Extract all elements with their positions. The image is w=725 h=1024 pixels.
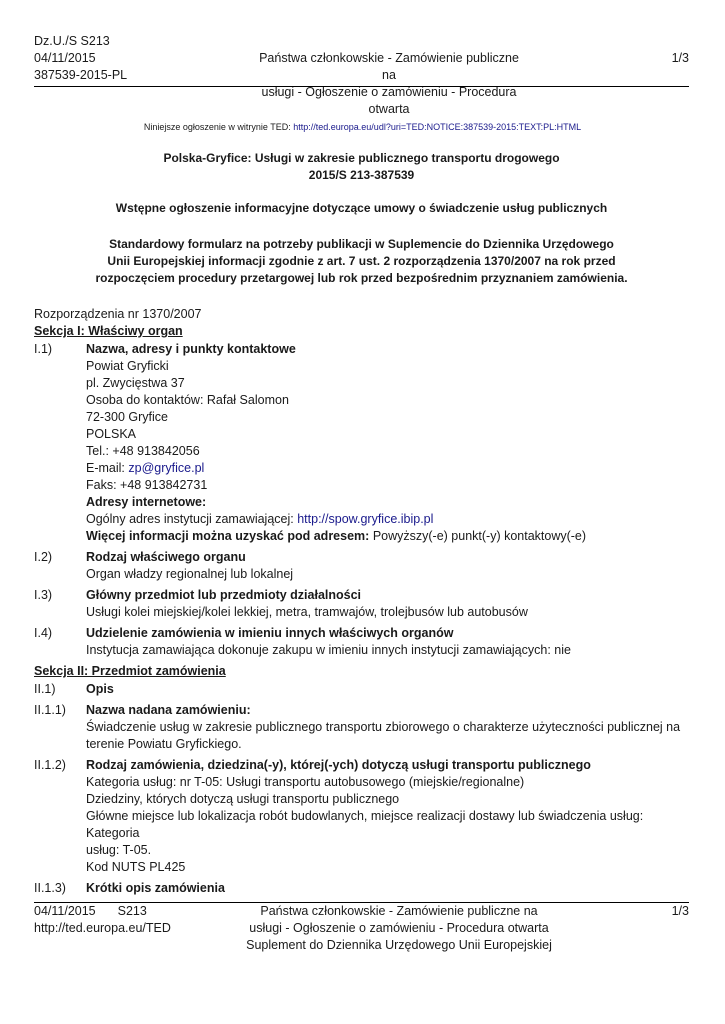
org-name: Powiat Gryficki — [86, 359, 169, 373]
form-description — [34, 236, 689, 287]
email-link[interactable]: zp@gryfice.pl — [128, 461, 205, 475]
footer-center-line1: Państwa członkowskie - Zamówienie publiczne na — [260, 904, 538, 918]
item-text: Instytucja zamawiająca dokonuje zakupu w imieniu innych instytucji zamawiających: nie — [86, 643, 571, 657]
main-content — [34, 306, 694, 897]
internet-addresses-heading: Adresy internetowe: — [86, 495, 207, 509]
more-info-row — [86, 528, 694, 545]
org-city: 72-300 Gryfice — [86, 410, 168, 424]
item-heading: Nazwa nadana zamówieniu: — [86, 703, 251, 717]
item-heading: Udzielenie zamówienia w imieniu innych właściwych organów — [86, 626, 454, 640]
header-center-line2: usługi - Ogłoszenie o zamówieniu - Procedura otwarta — [261, 85, 517, 116]
item-number: II.1.1) — [34, 703, 66, 717]
footer-center — [234, 903, 564, 954]
footer-page-number: 1/3 — [671, 904, 689, 918]
org-country: POLSKA — [86, 427, 137, 441]
footer-url: http://ted.europa.eu/TED — [34, 921, 171, 935]
document-title — [34, 150, 689, 184]
item-i4 — [34, 625, 694, 659]
item-number: II.1) — [34, 682, 56, 696]
more-info-value: Powyższy(-e) punkt(-y) kontaktowy(-e) — [372, 529, 587, 543]
general-address-row — [86, 511, 694, 528]
item-heading: Opis — [86, 682, 114, 696]
org-street: pl. Zwycięstwa 37 — [86, 376, 185, 390]
title-line2: 2015/S 213-387539 — [308, 168, 415, 182]
org-phone: Tel.: +48 913842056 — [86, 444, 200, 458]
item-heading: Krótki opis zamówienia — [86, 881, 225, 895]
item-text: terenie Powiatu Gryfickiego. — [86, 737, 242, 751]
general-address-label: Ogólny adres instytucji zamawiającej: — [86, 512, 294, 526]
item-heading: Nazwa, adresy i punkty kontaktowe — [86, 342, 296, 356]
header-center-line1: Państwa członkowskie - Zamówienie publiczne na — [259, 51, 519, 82]
footer-code: S213 — [117, 904, 147, 918]
general-address-link[interactable]: http://spow.gryfice.ibip.pl — [297, 512, 434, 526]
item-heading: Rodzaj zamówienia, dziedzina(-y), której(-ych) dotyczą usługi transportu publicznego — [86, 758, 591, 772]
org-email-row — [86, 460, 694, 477]
nuts-code: Kod NUTS PL425 — [86, 860, 186, 874]
header-page-number: 1/3 — [671, 51, 689, 65]
header-divider — [34, 86, 689, 87]
ted-notice-prefix: Niniejsze ogłoszenie w witrynie TED: — [143, 122, 291, 132]
section2-title: Sekcja II: Przedmiot zamówienia — [34, 664, 226, 678]
header-center — [259, 50, 519, 118]
item-text: Usługi kolei miejskiej/kolei lekkiej, metra, tramwajów, trolejbusów lub autobusów — [86, 605, 528, 619]
footer-left — [34, 903, 171, 937]
header-date: 04/11/2015 — [34, 51, 96, 65]
item-heading: Główny przedmiot lub przedmioty działalności — [86, 588, 362, 602]
footer-center-line2: usługi - Ogłoszenie o zamówieniu - Procedura otwarta — [249, 921, 549, 935]
form-line3: rozpoczęciem procedury przetargowej lub rok przed bezpośrednim przyznaniem zamówienia. — [95, 271, 628, 285]
item-i3 — [34, 587, 694, 621]
org-contact-person: Osoba do kontaktów: Rafał Salomon — [86, 393, 289, 407]
item-ii11 — [34, 702, 694, 753]
ted-notice-line — [0, 122, 725, 132]
document-subtitle: Wstępne ogłoszenie informacyjne dotyczące umowy o świadczenie usług publicznych — [115, 201, 608, 215]
item-number: I.2) — [34, 550, 53, 564]
service-place: Główne miejsce lub lokalizacja robót budowlanych, miejsce realizacji dostawy lub świadczenia usług: Kategoria — [86, 809, 644, 840]
notice-number: 387539-2015-PL — [34, 68, 128, 82]
header-left — [34, 33, 127, 84]
ted-notice-link[interactable]: http://ted.europa.eu/udl?uri=TED:NOTICE:387539-2015:TEXT:PL:HTML — [293, 122, 582, 132]
service-category: Kategoria usług: nr T-05: Usługi transportu autobusowego (miejskie/regionalne) — [86, 775, 525, 789]
item-ii12 — [34, 757, 694, 876]
item-text: Świadczenie usług w zakresie publicznego transportu zbiorowego o charakterze użyteczności publicznej na — [86, 720, 681, 734]
footer-center-line3: Suplement do Dziennika Urzędowego Unii Europejskiej — [246, 938, 552, 952]
section1-title: Sekcja I: Właściwy organ — [34, 324, 183, 338]
item-number: II.1.2) — [34, 758, 66, 772]
item-number: II.1.3) — [34, 881, 66, 895]
item-ii13 — [34, 880, 694, 897]
item-i2 — [34, 549, 694, 583]
journal-ref: Dz.U./S S213 — [34, 34, 110, 48]
item-i1 — [34, 341, 694, 545]
item-number: I.4) — [34, 626, 53, 640]
more-info-label: Więcej informacji można uzyskać pod adresem: — [86, 529, 370, 543]
email-label: E-mail: — [86, 461, 125, 475]
page-header — [34, 33, 689, 116]
service-domains: Dziedziny, których dotyczą usługi transportu publicznego — [86, 792, 400, 806]
form-line1: Standardowy formularz na potrzeby publikacji w Suplemencie do Dziennika Urzędowego — [109, 237, 614, 251]
item-number: I.1) — [34, 342, 53, 356]
footer-date: 04/11/2015 — [34, 904, 96, 918]
item-number: I.3) — [34, 588, 53, 602]
regulation-ref: Rozporządzenia nr 1370/2007 — [34, 307, 202, 321]
org-fax: Faks: +48 913842731 — [86, 478, 208, 492]
item-ii1 — [34, 681, 694, 698]
service-place-cont: usług: T-05. — [86, 843, 152, 857]
item-text: Organ władzy regionalnej lub lokalnej — [86, 567, 294, 581]
title-line1: Polska-Gryfice: Usługi w zakresie publicznego transportu drogowego — [163, 151, 560, 165]
item-heading: Rodzaj właściwego organu — [86, 550, 246, 564]
form-line2: Unii Europejskiej informacji zgodnie z art. 7 ust. 2 rozporządzenia 1370/2007 na rok przed — [107, 254, 616, 268]
